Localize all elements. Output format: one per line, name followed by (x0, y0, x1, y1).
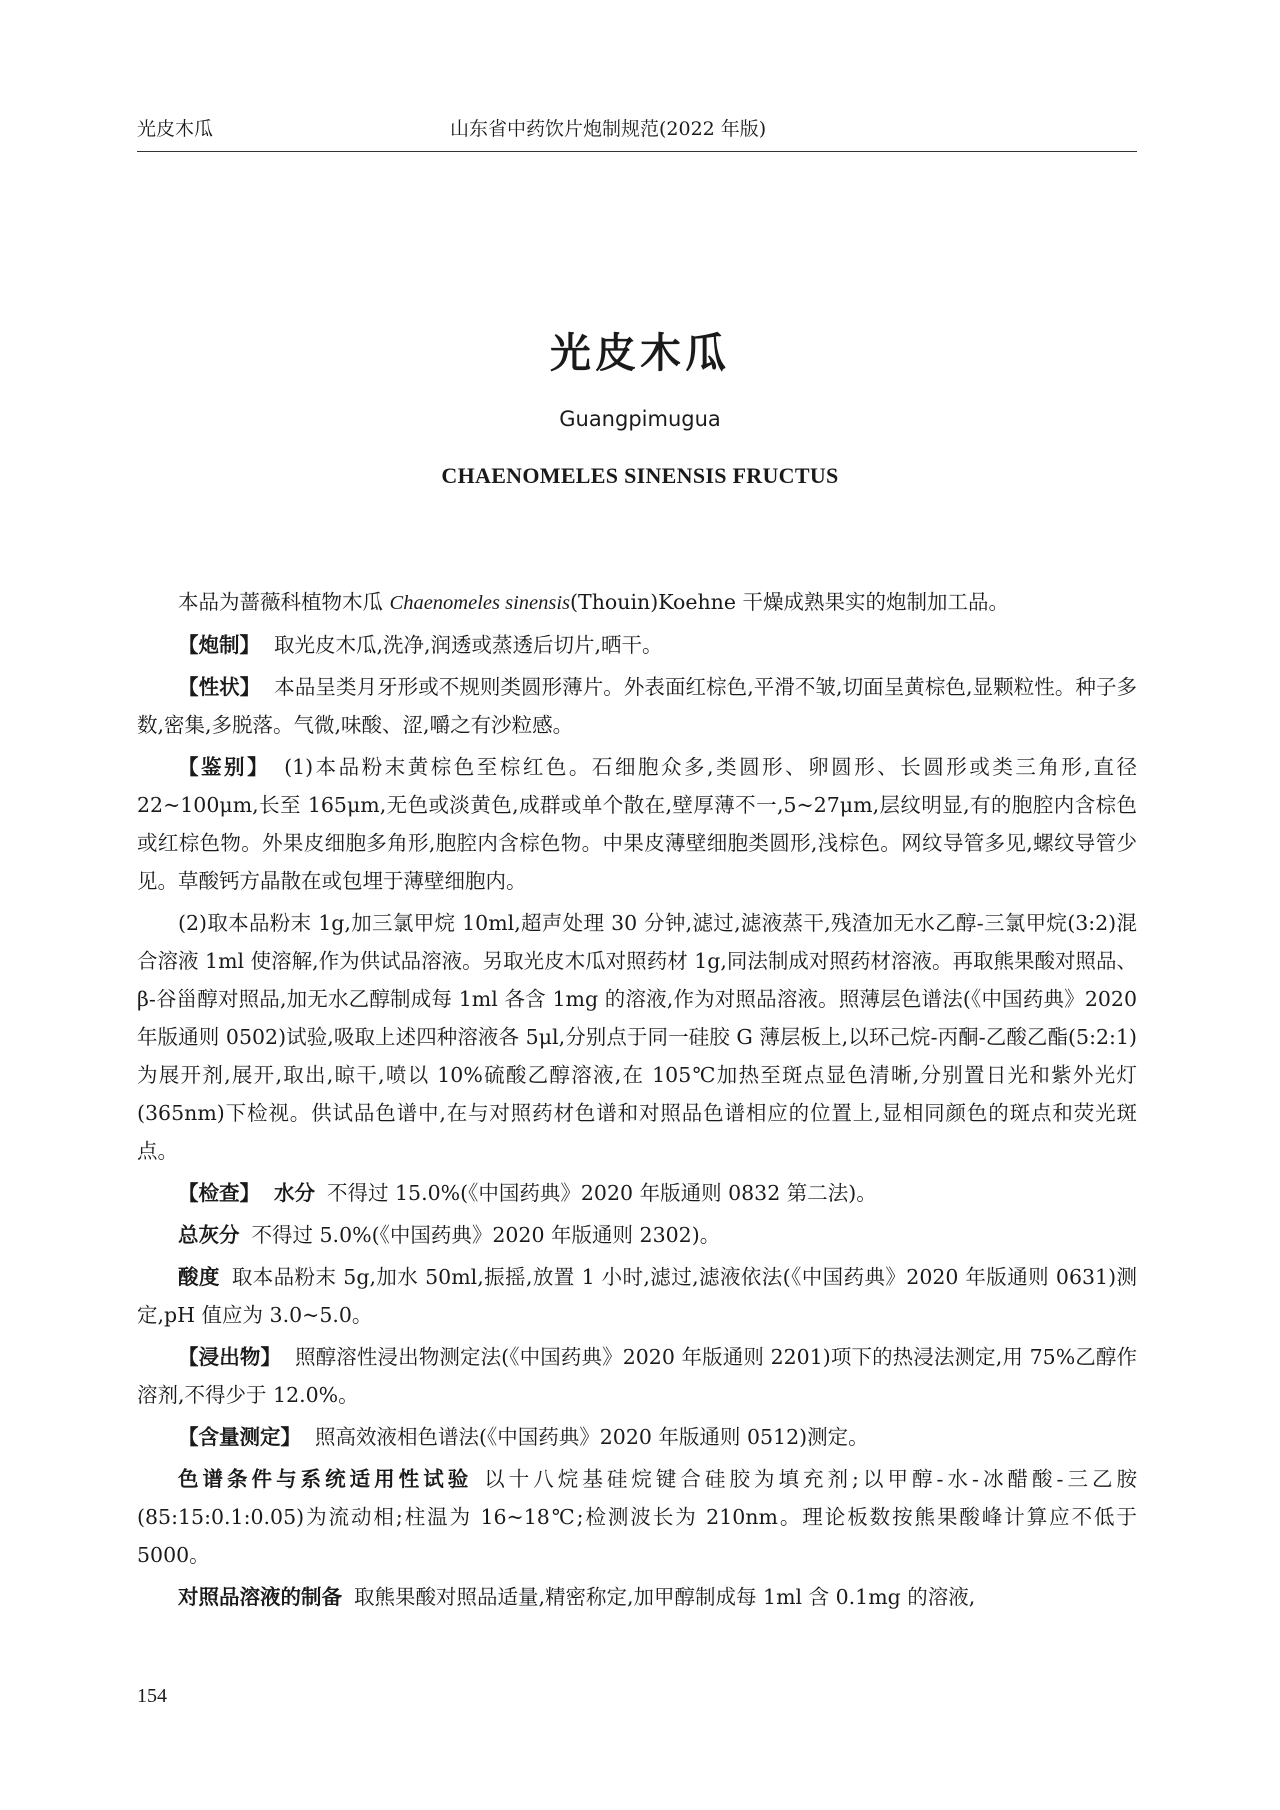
subsection-label-ref: 对照品溶液的制备 (178, 1585, 342, 1609)
running-header (137, 114, 1137, 144)
section-jinchuwu (137, 1338, 1137, 1414)
subsection-text-acid: 取本品粉末 5g,加水 50ml,振摇,放置 1 小时,滤过,滤液依法(《中国药典》2020 年版通则 0631)测定,pH 值应为 3.0~5.0。 (137, 1265, 1138, 1327)
page-title: 光皮木瓜 (550, 329, 730, 377)
subsection-label-water: 水分 (274, 1181, 315, 1205)
section-xingzhuang (137, 668, 1137, 744)
section-text-hanliang: 照高效液相色谱法(《中国药典》2020 年版通则 0512)测定。 (315, 1425, 869, 1449)
header-rule (137, 151, 1137, 152)
title-pinyin: Guangpimugua (559, 407, 721, 431)
subsection-label-acid: 酸度 (178, 1265, 220, 1289)
section-jiancha (137, 1174, 1137, 1212)
intro-paragraph (137, 583, 1137, 622)
subsection-label-chrom: 色谱条件与系统适用性试验 (178, 1467, 473, 1491)
section-label-jiancha: 【检查】 (178, 1181, 260, 1205)
subsection-text-ash: 不得过 5.0%(《中国药典》2020 年版通则 2302)。 (251, 1223, 721, 1247)
section-text-jianbie-2: (2)取本品粉末 1g,加三氯甲烷 10ml,超声处理 30 分钟,滤过,滤液蒸干,残渣加无水乙醇-三氯甲烷(3:2)混合溶液 1ml 使溶解,作为供试品溶液。另取光皮木瓜对照药材 1g,同法制成对照药材溶液。再取熊果酸对照品、β-谷甾醇对照品,加无水乙醇制成每 1ml 各含 1mg 的溶液,作为对照品溶液。照薄层色谱法(《中国药典》2020 年版通则 0502)试验,吸取上述四种溶液各 5μl,分别点于同一硅胶 G 薄层板上,以环己烷-丙酮-乙酸乙酯(5:2:1)为展开剂,展开,取出,晾干,喷以 10%硫酸乙醇溶液,在 105℃加热至斑点显色清晰,分别置日光和紫外光灯(365nm)下检视。供试品色谱中,在与对照药材色谱和对照品色谱相应的位置上,显相同颜色的斑点和荧光斑点。 (137, 911, 1137, 1163)
running-header-left: 光皮木瓜 (137, 118, 214, 140)
section-label-paozhi: 【炮制】 (178, 633, 260, 657)
title-latin: CHAENOMELES SINENSIS FRUCTUS (441, 463, 839, 488)
section-label-hanliang: 【含量测定】 (178, 1425, 301, 1449)
section-jianbie (137, 748, 1137, 900)
section-hanliang (137, 1418, 1137, 1456)
section-text-jianbie-1: (1)本品粉末黄棕色至棕红色。石细胞众多,类圆形、卵圆形、长圆形或类三角形,直径 22~100μm,长至 165μm,无色或淡黄色,成群或单个散在,壁厚薄不一,5~27μm,层纹明显,有的胞腔内含棕色或红棕色物。外果皮细胞多角形,胞腔内含棕色物。中果皮薄壁细胞类圆形,浅棕色。网纹导管多见,螺纹导管少见。草酸钙方晶散在或包埋于薄壁细胞内。 (137, 755, 1137, 893)
monograph-body (137, 583, 1137, 1620)
intro-before: 本品为蔷薇科植物木瓜 (178, 590, 390, 614)
section-label-jinchuwu: 【浸出物】 (178, 1345, 282, 1369)
intro-species: Chaenomeles sinensis (389, 592, 571, 614)
page-number: 154 (137, 1685, 167, 1707)
subsection-label-ash: 总灰分 (178, 1223, 240, 1247)
section-label-jianbie: 【鉴别】 (178, 755, 271, 779)
running-header-title: 山东省中药饮片炮制规范(2022 年版) (450, 118, 767, 140)
section-jianbie-2 (137, 904, 1137, 1170)
intro-after: (Thouin)Koehne 干燥成熟果实的炮制加工品。 (570, 590, 1009, 614)
section-text-paozhi: 取光皮木瓜,洗净,润透或蒸透后切片,晒干。 (274, 633, 663, 657)
subsection-ref (137, 1578, 1137, 1616)
subsection-chrom (137, 1460, 1137, 1574)
subsection-ash (137, 1216, 1137, 1254)
subsection-text-ref: 取熊果酸对照品适量,精密称定,加甲醇制成每 1ml 含 0.1mg 的溶液, (354, 1585, 976, 1609)
subsection-text-chrom: 以十八烷基硅烷键合硅胶为填充剂;以甲醇-水-冰醋酸-三乙胺(85:15:0.1:0.05)为流动相;柱温为 16~18℃;检测波长为 210nm。理论板数按熊果酸峰计算应不低于 5000。 (137, 1467, 1138, 1567)
section-text-xingzhuang: 本品呈类月牙形或不规则类圆形薄片。外表面红棕色,平滑不皱,切面呈黄棕色,显颗粒性。种子多数,密集,多脱落。气微,味酸、涩,嚼之有沙粒感。 (137, 675, 1138, 737)
section-text-jinchuwu: 照醇溶性浸出物测定法(《中国药典》2020 年版通则 2201)项下的热浸法测定,用 75%乙醇作溶剂,不得少于 12.0%。 (137, 1345, 1138, 1407)
subsection-text-water: 不得过 15.0%(《中国药典》2020 年版通则 0832 第二法)。 (327, 1181, 877, 1205)
section-label-xingzhuang: 【性状】 (178, 675, 261, 699)
section-paozhi (137, 626, 1137, 664)
subsection-acid (137, 1258, 1137, 1334)
